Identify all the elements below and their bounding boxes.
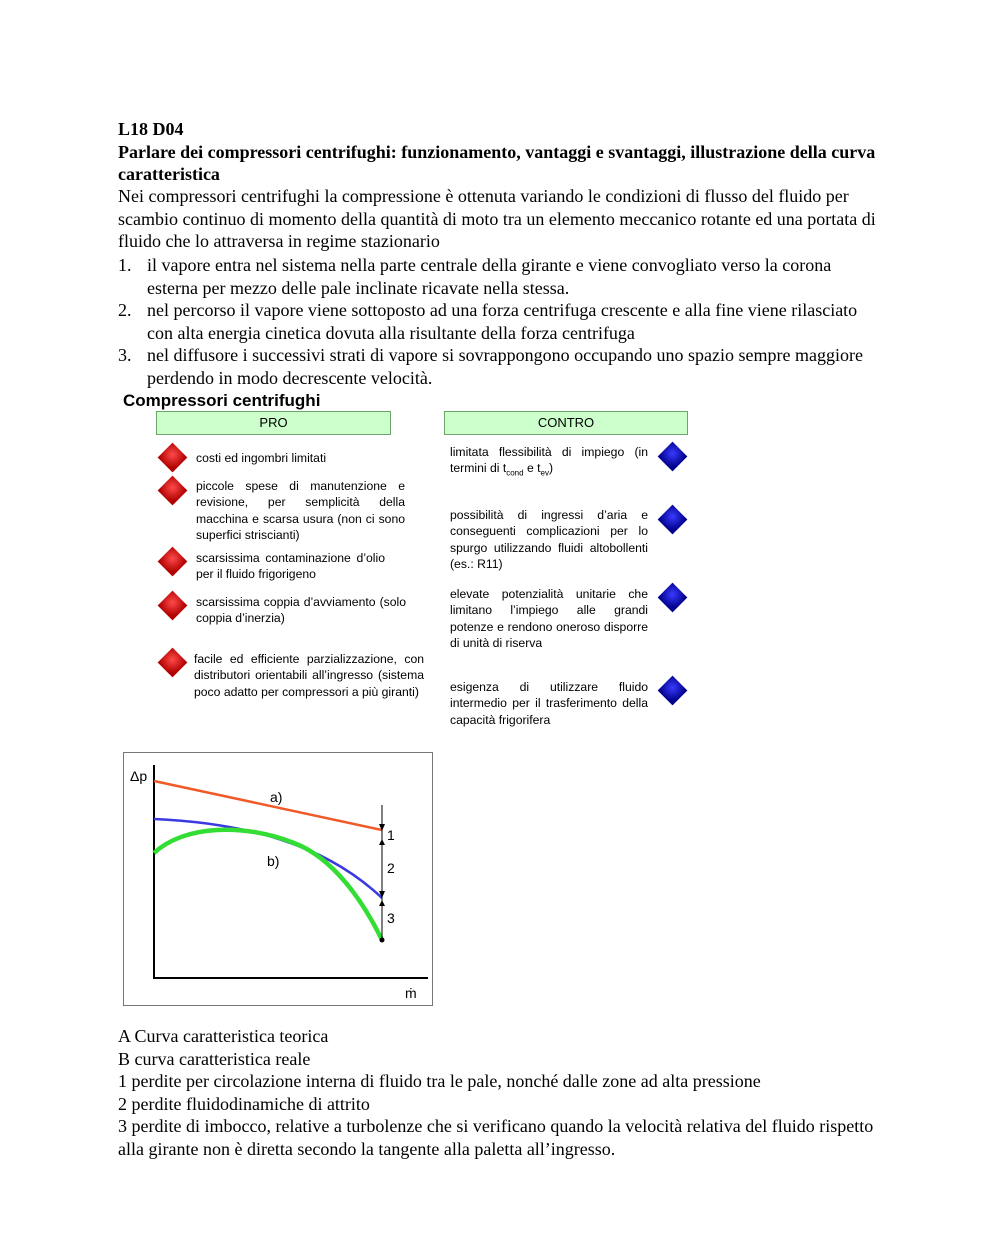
pro-bullet-icon bbox=[158, 591, 188, 621]
pro-bullet-icon bbox=[158, 476, 188, 506]
pro-item: scarsissima coppia d’avviamento (solo coppia d’inerzia) bbox=[196, 595, 406, 626]
list-number: 3. bbox=[118, 345, 132, 365]
intro-paragraph: Nei compressori centrifughi la compressione è ottenuta variando le condizioni di flusso del fluido per scambio continuo di momento della quantità di moto tra un elemento meccanico rotante ed una portata di fluido che lo attraversa in regime stazionario bbox=[118, 186, 876, 252]
curve-b-real bbox=[154, 830, 382, 940]
list-text: nel percorso il vapore viene sottoposto ad una forza centrifuga crescente e alla fine viene rilasciato con alta energia cinetica dovuta alla risultante della forza centrifuga bbox=[147, 300, 858, 343]
list-number: 2. bbox=[118, 300, 132, 320]
list-text: nel diffusore i successivi strati di vapore si sovrappongono occupando uno spazio sempre maggiore perdendo in modo decrescente velocità. bbox=[147, 345, 863, 388]
chart-svg bbox=[124, 753, 432, 1005]
x-axis-label: ṁ bbox=[405, 985, 417, 1001]
pro-item: facile ed efficiente parzializzazione, con distributori orientabili all’ingresso (sistema poco adatto per compressori a più giranti) bbox=[194, 652, 424, 699]
question-header bbox=[118, 118, 878, 186]
gap-label-1: 1 bbox=[387, 827, 395, 843]
pro-item: costi ed ingombri limitati bbox=[196, 451, 327, 465]
procon-figure bbox=[118, 388, 700, 733]
list-text: il vapore entra nel sistema nella parte centrale della girante e viene convogliato verso la corona esterna per mezzo delle pale inclinate ricavate nella stessa. bbox=[147, 255, 832, 298]
contro-bullet-icon bbox=[658, 505, 688, 535]
pro-bullet-icon bbox=[158, 648, 188, 678]
contro-bullet-icon bbox=[658, 676, 688, 706]
pro-bullet-icon bbox=[158, 547, 188, 577]
list-number: 1. bbox=[118, 255, 132, 275]
pro-item: piccole spese di manutenzione e revisione, per semplicità della macchina e scarsa usura (non ci sono superfici striscianti) bbox=[196, 479, 405, 542]
question-title: Parlare dei compressori centrifughi: funzionamento, vantaggi e svantaggi, illustrazione della curva caratteristica bbox=[118, 141, 876, 185]
figure-title: Compressori centrifughi bbox=[123, 391, 321, 410]
contro-item: esigenza di utilizzare fluido intermedio per il trasferimento della capacità frigorifera bbox=[450, 680, 648, 727]
legend-line: 1 perdite per circolazione interna di fluido tra le pale, nonché dalle zone ad alta pressione bbox=[118, 1071, 761, 1092]
gap-label-3: 3 bbox=[387, 910, 395, 926]
pro-item: scarsissima contaminazione d’olio per il fluido frigorigeno bbox=[196, 551, 385, 582]
characteristic-curve-chart bbox=[123, 752, 433, 1006]
gap-label-2: 2 bbox=[387, 860, 395, 876]
curve-b-label: b) bbox=[267, 853, 280, 869]
contro-header: CONTRO bbox=[444, 411, 688, 435]
y-axis-label: Δp bbox=[130, 768, 148, 784]
contro-bullet-icon bbox=[658, 442, 688, 472]
curve-a-theoretical bbox=[154, 781, 382, 830]
legend-line: 2 perdite fluidodinamiche di attrito bbox=[118, 1093, 370, 1114]
legend-line: 3 perdite di imbocco, relative a turbolenze che si verificano quando la velocità relativa del fluido rispetto alla girante non è diretta secondo la tangente alla paletta all’ingresso. bbox=[118, 1116, 874, 1159]
lesson-code: L18 D04 bbox=[118, 119, 184, 139]
curve-end-dot bbox=[380, 938, 385, 943]
legend-line: A Curva caratteristica teorica bbox=[118, 1026, 329, 1046]
arrow-icon bbox=[379, 839, 385, 845]
curve-a-label: a) bbox=[270, 789, 283, 805]
contro-item: limitata flessibilità di impiego (in termini di $t_{cond}$ e $t_{ev}$) bbox=[450, 445, 648, 478]
contro-item: possibilità di ingressi d’aria e conseguenti complicazioni per lo spurgo utilizzando fluidi altobollenti (es.: R11) bbox=[450, 508, 648, 571]
legend-line: B curva caratteristica reale bbox=[118, 1048, 311, 1069]
pro-header: PRO bbox=[156, 411, 391, 435]
pro-bullet-icon bbox=[158, 443, 188, 473]
contro-bullet-icon bbox=[658, 583, 688, 613]
legend-block bbox=[118, 1025, 898, 1161]
arrow-icon bbox=[379, 900, 385, 906]
contro-item: elevate potenzialità unitarie che limitano l’impiego alle grandi potenze e rendono oneroso disporre di unità di riserva bbox=[450, 587, 648, 650]
